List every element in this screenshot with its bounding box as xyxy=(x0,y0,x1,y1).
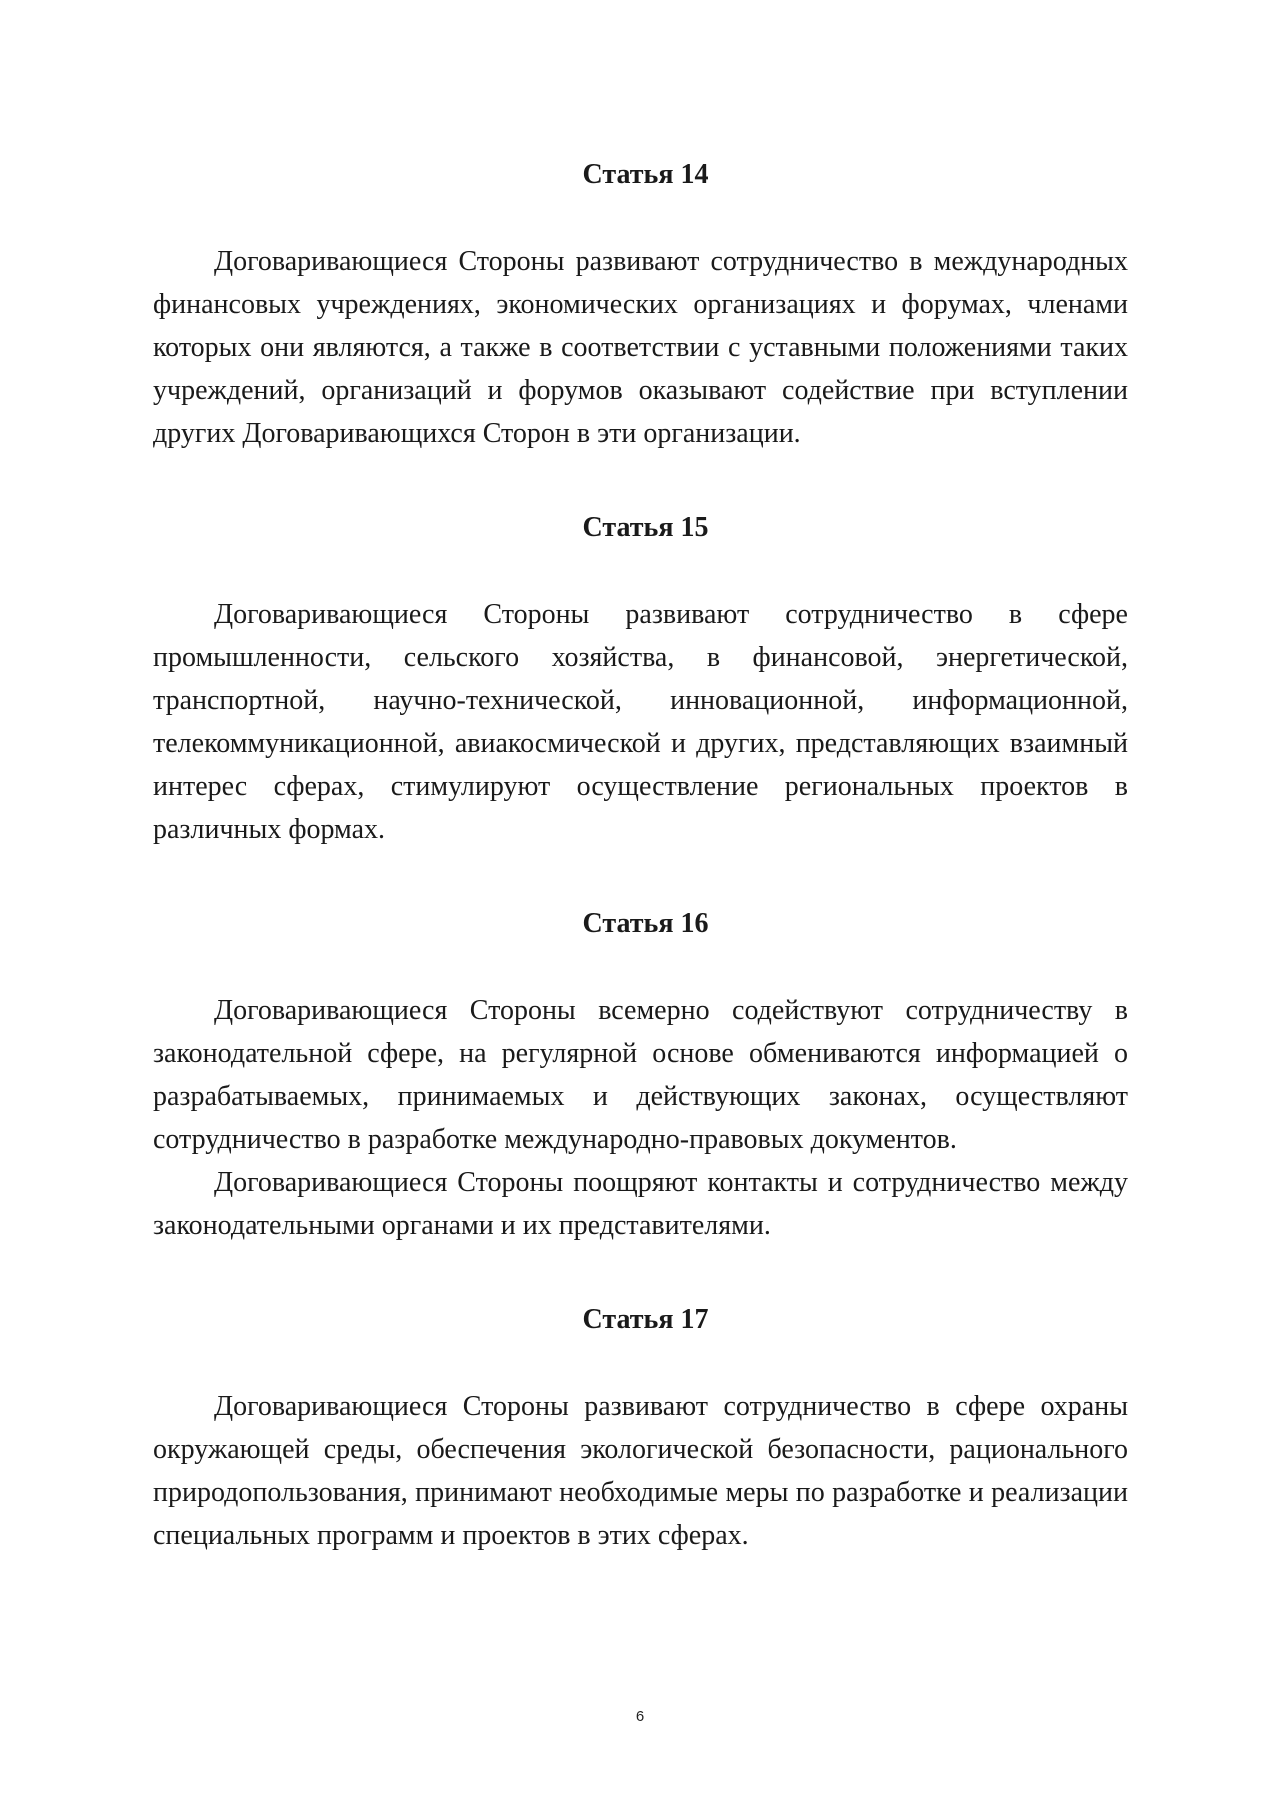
article-paragraph: Договаривающиеся Стороны поощряют контакты и сотрудничество между законодательными органами и их представителями. xyxy=(153,1167,1128,1241)
article-heading: Статья 15 xyxy=(582,512,709,543)
article-17 xyxy=(153,1303,1128,1557)
article-16 xyxy=(153,907,1128,1247)
article-paragraph: Договаривающиеся Стороны развивают сотрудничество в международных финансовых учреждениях, экономических организациях и форумах, членами которых они являются, а также в соответствии с уставными положениями таких учреждений, организаций и форумов оказывают содействие при вступлении других Договаривающихся Сторон в эти организации. xyxy=(153,246,1128,449)
article-body xyxy=(153,989,1128,1247)
article-paragraph: Договаривающиеся Стороны развивают сотрудничество в сфере охраны окружающей среды, обеспечения экологической безопасности, рационального природопользования, принимают необходимые меры по разработке и реализации специальных программ и проектов в этих сферах. xyxy=(153,1391,1128,1551)
article-paragraph: Договаривающиеся Стороны всемерно содействуют сотрудничеству в законодательной сфере, на регулярной основе обмениваются информацией о разрабатываемых, принимаемых и действующих законах, осуществляют сотрудничество в разработке международно-правовых документов. xyxy=(153,995,1128,1155)
article-paragraph: Договаривающиеся Стороны развивают сотрудничество в сфере промышленности, сельского хозяйства, в финансовой, энергетической, транспортной, научно-технической, инновационной, информационной, телекоммуникационной, авиакосмической и других, представляющих взаимный интерес сферах, стимулируют осуществление региональных проектов в различных формах. xyxy=(153,599,1128,845)
article-heading: Статья 14 xyxy=(582,159,709,190)
article-heading: Статья 16 xyxy=(582,908,709,939)
page-number: 6 xyxy=(635,1708,645,1725)
article-body xyxy=(153,593,1128,851)
article-15 xyxy=(153,511,1128,851)
document-content xyxy=(153,158,1128,1557)
article-body xyxy=(153,1385,1128,1557)
article-14 xyxy=(153,158,1128,455)
article-body xyxy=(153,240,1128,455)
article-heading: Статья 17 xyxy=(582,1304,709,1335)
